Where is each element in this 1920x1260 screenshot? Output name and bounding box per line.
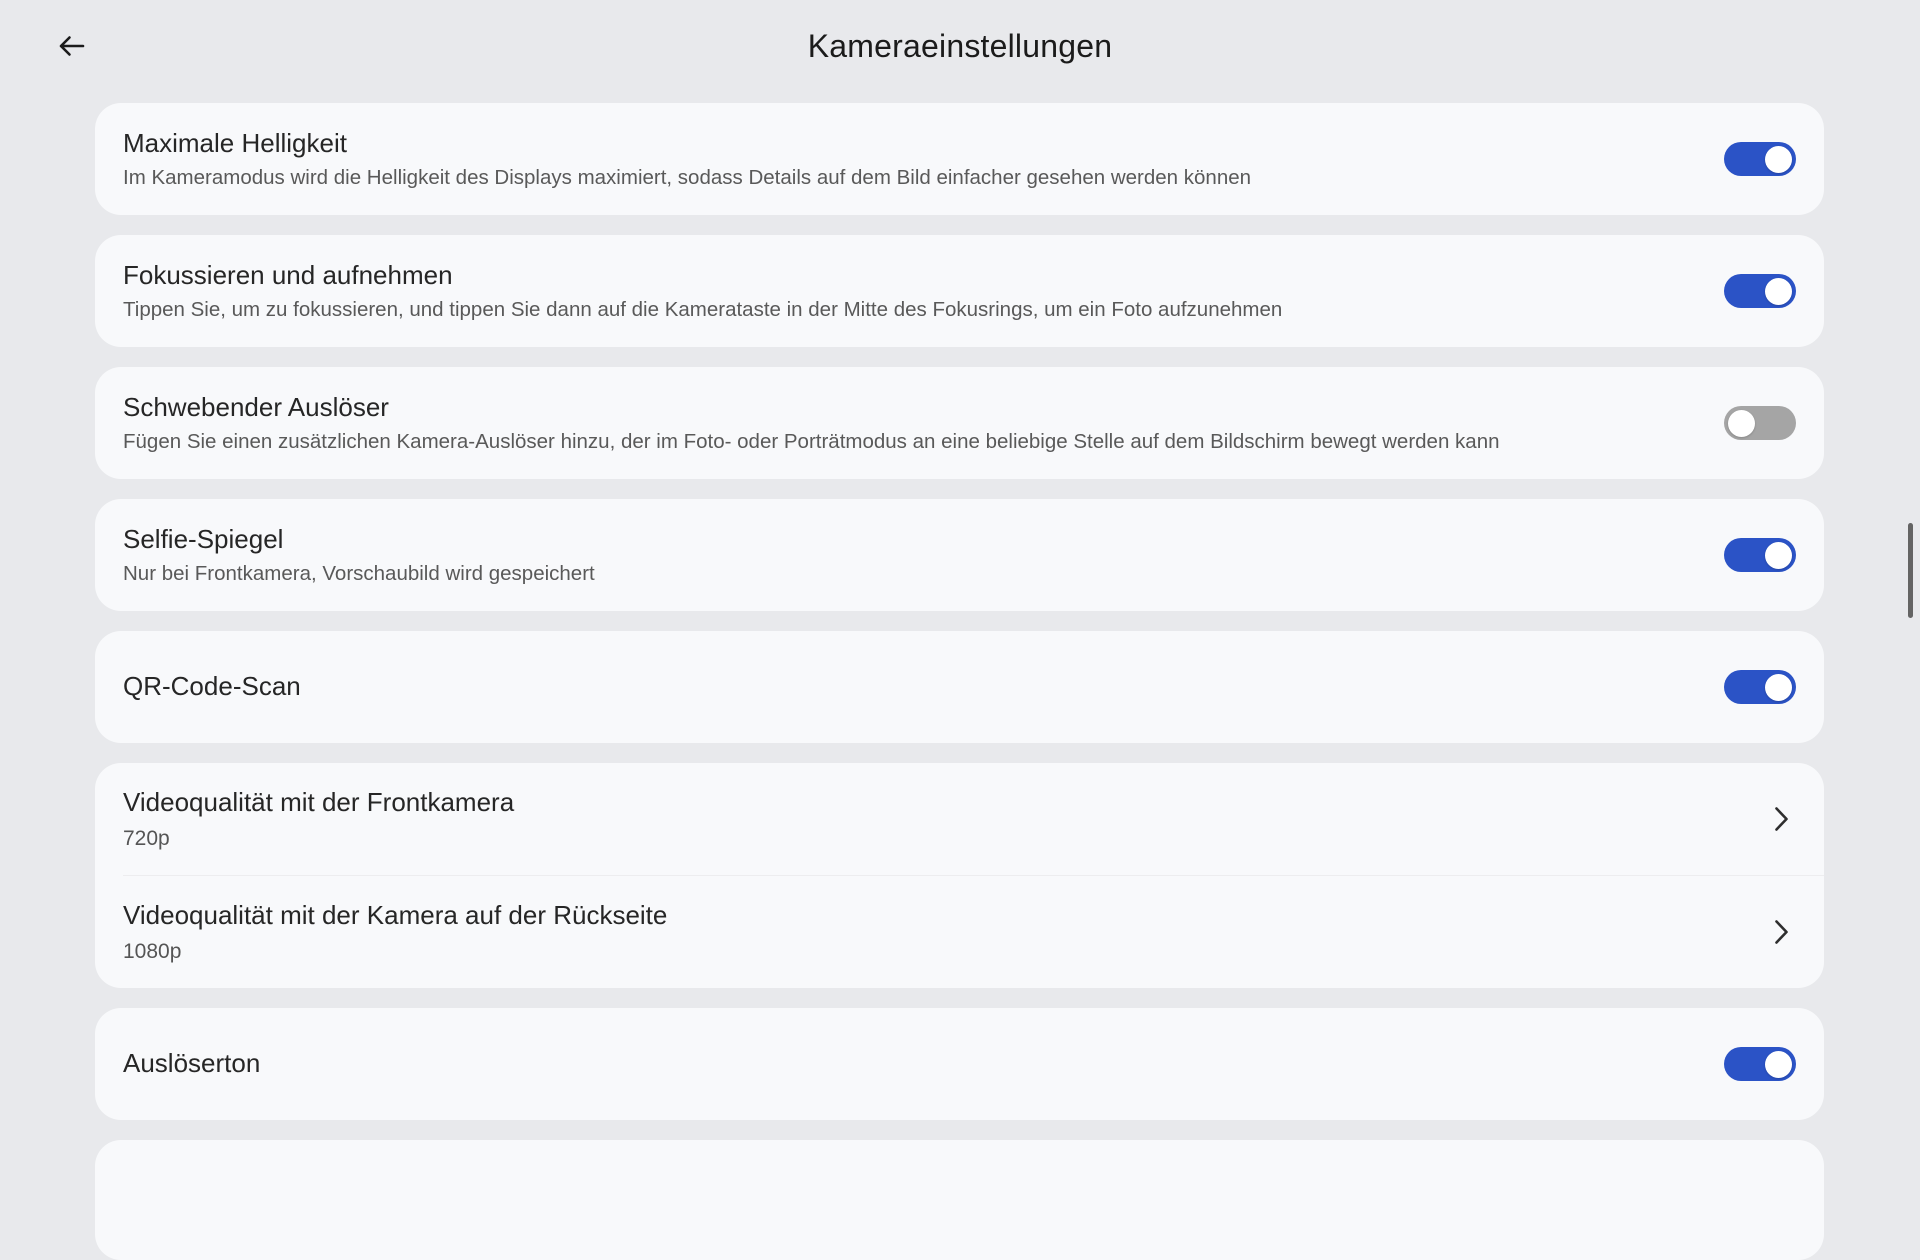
setting-row-qr-code-scan[interactable]: [95, 631, 1824, 743]
toggle-selfie-spiegel[interactable]: [1724, 538, 1796, 572]
card-selfie-spiegel: [95, 499, 1824, 611]
setting-texts: [123, 392, 1724, 455]
toggle-qr-code-scan[interactable]: [1724, 670, 1796, 704]
setting-title: Videoqualität mit der Frontkamera: [123, 787, 515, 818]
setting-title: QR-Code-Scan: [123, 671, 301, 702]
card-next-partial: [95, 1140, 1824, 1260]
setting-texts: [123, 128, 1724, 191]
settings-list: [0, 92, 1920, 1260]
card-schwebender-ausloeser: [95, 367, 1824, 479]
setting-description: Im Kameramodus wird die Helligkeit des Displays maximiert, sodass Details auf dem Bild einfacher gesehen werden können: [123, 165, 1252, 189]
back-button[interactable]: [46, 21, 96, 71]
setting-title: Videoqualität mit der Kamera auf der Rückseite: [123, 900, 668, 931]
setting-value: 1080p: [123, 939, 182, 963]
setting-texts: [123, 1048, 1724, 1079]
nav-row-videoqualitaet-rueckseite[interactable]: [95, 876, 1824, 988]
page-title: Kameraeinstellungen: [807, 27, 1113, 64]
card-videoqualitaet: [95, 763, 1824, 988]
toggle-maximale-helligkeit[interactable]: [1724, 142, 1796, 176]
card-qr-code-scan: [95, 631, 1824, 743]
setting-title: Schwebender Auslöser: [123, 391, 389, 422]
chevron-right-icon: [1766, 917, 1796, 947]
card-maximale-helligkeit: [95, 103, 1824, 215]
setting-texts: [123, 671, 1724, 702]
card-fokussieren-und-aufnehmen: [95, 235, 1824, 347]
nav-row-videoqualitaet-frontkamera[interactable]: [95, 763, 1824, 875]
setting-texts: [123, 900, 1766, 963]
setting-row-maximale-helligkeit[interactable]: [95, 103, 1824, 215]
setting-row-schwebender-ausloeser[interactable]: [95, 367, 1824, 479]
setting-title: Auslöserton: [123, 1048, 261, 1079]
header: [0, 0, 1920, 92]
setting-description: Tippen Sie, um zu fokussieren, und tippen Sie dann auf die Kamerataste in der Mitte des Fokusrings, um ein Foto aufzunehmen: [123, 297, 1283, 321]
chevron-right-icon: [1766, 804, 1796, 834]
toggle-schwebender-ausloeser[interactable]: [1724, 406, 1796, 440]
setting-row-selfie-spiegel[interactable]: [95, 499, 1824, 611]
setting-texts: [123, 524, 1724, 587]
setting-texts: [123, 260, 1724, 323]
setting-row-fokussieren-und-aufnehmen[interactable]: [95, 235, 1824, 347]
card-ausloeserton: [95, 1008, 1824, 1120]
toggle-ausloeserton[interactable]: [1724, 1047, 1796, 1081]
setting-texts: [123, 787, 1766, 850]
setting-value: 720p: [123, 826, 170, 850]
arrow-left-icon: [52, 27, 90, 65]
scrollbar-thumb[interactable]: [1908, 523, 1913, 618]
setting-title: Maximale Helligkeit: [123, 127, 347, 158]
setting-title: Fokussieren und aufnehmen: [123, 259, 453, 290]
setting-description: Fügen Sie einen zusätzlichen Kamera-Auslöser hinzu, der im Foto- oder Porträtmodus an eine beliebige Stelle auf dem Bildschirm bewegt werden kann: [123, 429, 1500, 453]
setting-title: Selfie-Spiegel: [123, 523, 284, 554]
setting-description: Nur bei Frontkamera, Vorschaubild wird gespeichert: [123, 561, 595, 585]
setting-row-ausloeserton[interactable]: [95, 1008, 1824, 1120]
toggle-fokussieren-und-aufnehmen[interactable]: [1724, 274, 1796, 308]
